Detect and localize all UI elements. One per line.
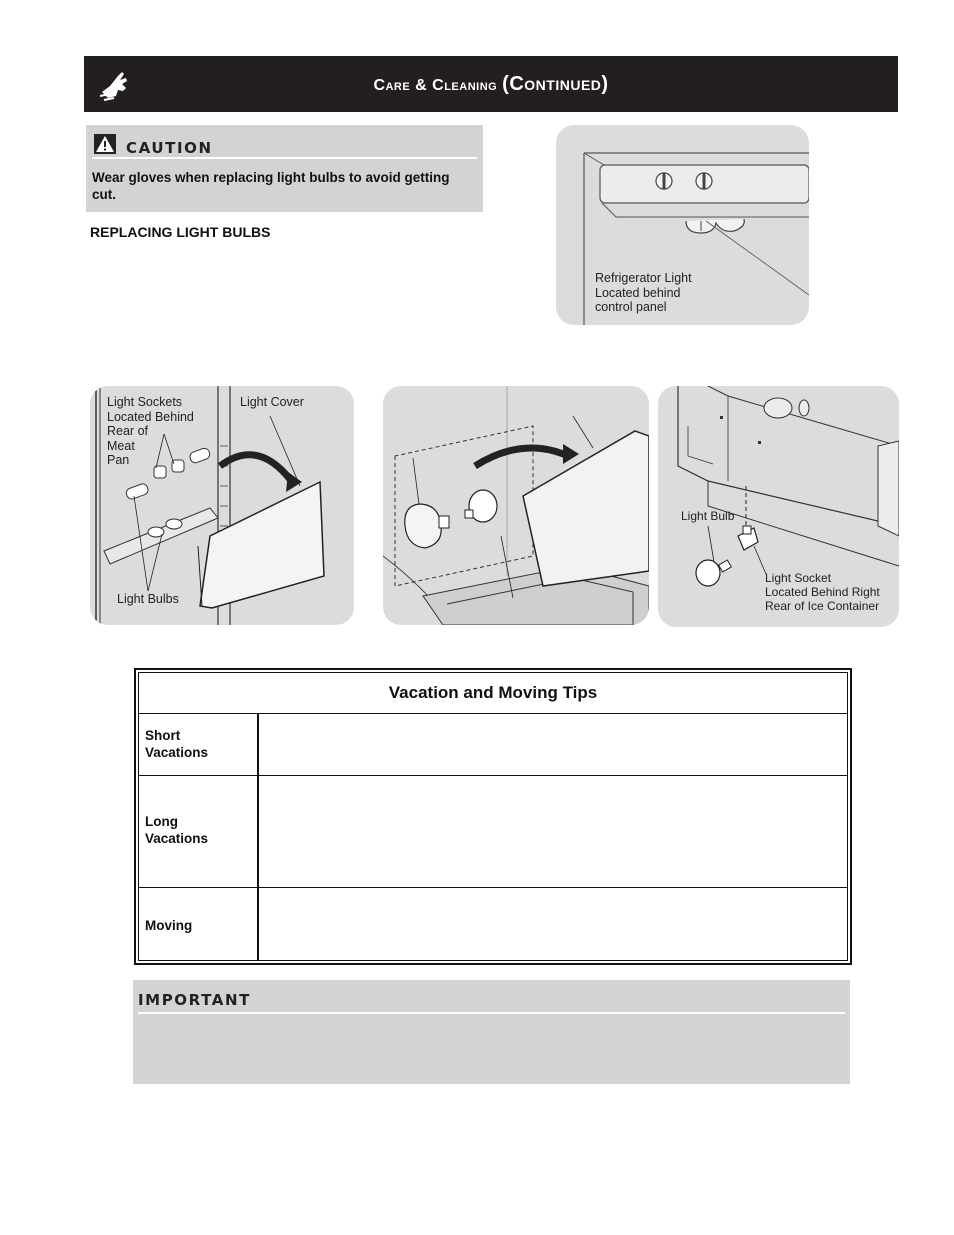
section-heading: REPLACING LIGHT BULBS	[90, 224, 271, 240]
row-label-moving	[145, 917, 192, 934]
page-title	[84, 73, 898, 96]
figure-light-cover	[90, 386, 354, 625]
table-row	[139, 714, 847, 776]
light-bulbs-label: Light Bulbs	[117, 592, 179, 606]
light-assembly-illustration	[383, 386, 649, 625]
refrigerator-light-caption	[595, 271, 692, 315]
figure-light-assembly	[383, 386, 649, 625]
figure-ice-container-light	[658, 386, 899, 627]
label-line: Pan	[107, 453, 130, 467]
vacation-moving-tips-table	[134, 668, 852, 965]
caution-divider	[92, 157, 477, 159]
light-sockets-label	[107, 395, 194, 468]
row-label-line: Vacations	[145, 745, 209, 760]
row-label-line: Moving	[145, 918, 193, 933]
label-line: Located Behind	[107, 409, 194, 424]
row-label-long-vacations	[145, 813, 208, 847]
important-divider	[138, 1012, 845, 1014]
label-line: Meat	[107, 438, 135, 453]
title-smallcaps: Care & Cleaning	[373, 77, 498, 94]
row-label-line: Vacations	[145, 831, 209, 846]
caution-box	[86, 125, 483, 212]
table-title: Vacation and Moving Tips	[139, 673, 847, 714]
caution-label: CAUTION	[126, 139, 213, 157]
caption-line: Refrigerator Light	[595, 271, 692, 285]
warning-triangle-icon	[94, 134, 116, 154]
caption-line: control panel	[595, 300, 667, 314]
label-line: Located Behind Right	[765, 585, 880, 599]
light-socket-label	[765, 571, 880, 613]
important-box	[133, 980, 850, 1084]
label-line: Rear of Ice Container	[765, 599, 880, 613]
light-bulb-label: Light Bulb	[681, 509, 735, 523]
row-label-line: Long	[145, 814, 178, 829]
row-label-line: Short	[145, 728, 181, 743]
label-line: Light Sockets	[107, 395, 183, 409]
row-label-short-vacations	[145, 727, 208, 761]
figure-control-panel-light	[556, 125, 809, 325]
caution-text: Wear gloves when replacing light bulbs to avoid getting cut.	[92, 170, 450, 202]
title-continued: (Continued)	[502, 73, 609, 95]
light-cover-label: Light Cover	[240, 395, 304, 409]
caption-line: Located behind	[595, 285, 681, 300]
label-line: Rear of	[107, 424, 148, 438]
table-row	[139, 776, 847, 888]
table-inner-border	[138, 672, 848, 961]
table-row	[139, 888, 847, 964]
label-line: Light Socket	[765, 571, 832, 585]
important-label: IMPORTANT	[138, 991, 251, 1009]
section-header-bar	[84, 56, 898, 112]
